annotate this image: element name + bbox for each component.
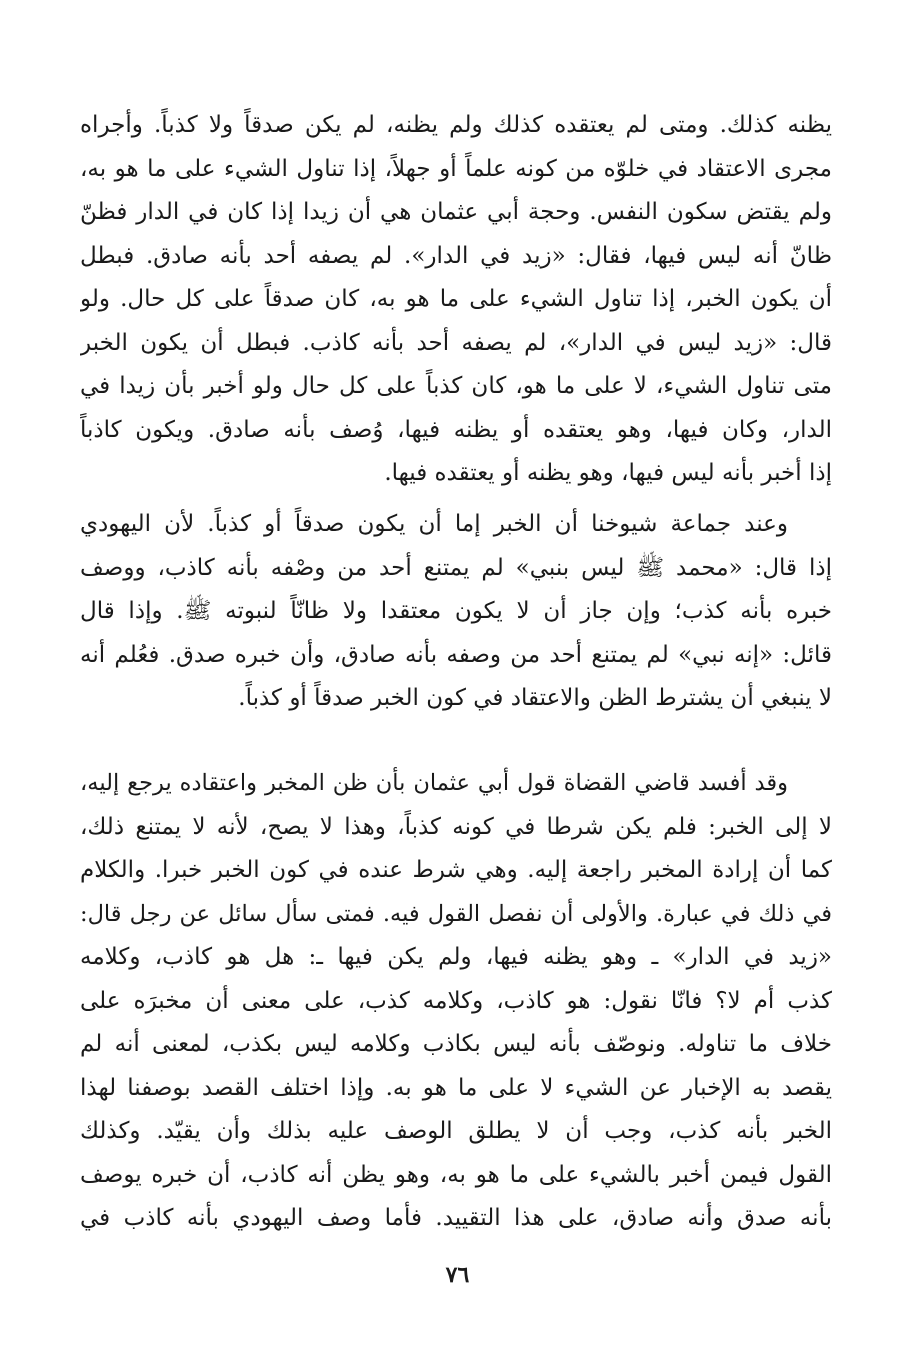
text-line: قال: «زيد ليس في الدار»، لم يصفه أحد بأنه كاذب. فبطل أن يكون الخبر xyxy=(80,329,832,356)
text-line: ظانّ أنه ليس فيها، فقال: «زيد في الدار». لم يصفه أحد بأنه صادق. فبطل xyxy=(80,242,832,269)
text-line: ولم يقتض سكون النفس. وحجة أبي عثمان هي أن زيدا إذا كان في الدار فظنّ xyxy=(80,199,832,225)
page-number: ٧٦ xyxy=(445,1262,470,1288)
text-line: بأنه صدق وأنه صادق، على هذا التقييد. فأما وصف اليهودي بأنه كاذب في xyxy=(80,1205,832,1231)
text-line: يقصد به الإخبار عن الشيء لا على ما هو به. وإذا اختلف القصد بوصفنا لهذا xyxy=(80,1074,832,1101)
text-line: وعند جماعة شيوخنا أن الخبر إما أن يكون صدقاً أو كذباً. لأن اليهودي xyxy=(80,511,788,537)
text-line: «زيد في الدار» ـ وهو يظنه فيها، ولم يكن فيها ـ: هل هو كاذب، وكلامه xyxy=(80,944,832,970)
text-line: لا ينبغي أن يشترط الظن والاعتقاد في كون الخبر صدقاً أو كذباً. xyxy=(238,685,832,711)
text-line: إذا أخبر بأنه ليس فيها، وهو يظنه أو يعتقده فيها. xyxy=(384,460,832,486)
text-line: إذا قال: «محمد ﷺ ليس بنبي» لم يمتنع أحد من وصْفه بأنه كاذب، ووصف xyxy=(80,554,832,581)
text-line: أن يكون الخبر، إذا تناول الشيء على ما هو به، كان صدقاً على كل حال. ولو xyxy=(80,286,832,312)
text-line: في ذلك في عبارة. والأولى أن نفصل القول فيه. فمتى سأل سائل عن رجل قال: xyxy=(80,900,832,927)
text-line: خبره بأنه كذب؛ وإن جاز أن لا يكون معتقدا ولا ظانّاً لنبوته ﷺ. وإذا قال xyxy=(80,598,832,624)
text-line: كما أن إرادة المخبر راجعة إليه. وهي شرط عنده في كون الخبر خبرا. والكلام xyxy=(80,857,832,883)
text-line: قائل: «إنه نبي» لم يمتنع أحد من وصفه بأنه صادق، وأن خبره صدق. فعُلم أنه xyxy=(80,641,832,668)
text-line: لا إلى الخبر: فلم يكن شرطا في كونه كذباً، وهذا لا يصح، لأنه لا يمتنع ذلك، xyxy=(80,813,832,840)
paragraph-1 xyxy=(80,104,832,496)
text-line: مجرى الاعتقاد في خلوّه من كونه علماً أو جهلاً، إذا تناول الشيء على ما هو به، xyxy=(80,155,832,182)
paragraph-3 xyxy=(80,762,832,1241)
text-line: متى تناول الشيء، لا على ما هو، كان كذباً على كل حال ولو أخبر بأن زيدا في xyxy=(80,373,832,399)
text-line: خلاف ما تناوله. ونوصّف بأنه ليس بكاذب وكلامه ليس بكذب، لمعنى أنه لم xyxy=(80,1031,832,1057)
paragraph-2 xyxy=(80,503,832,721)
text-line: القول فيمن أخبر بالشيء على ما هو به، وهو يظن أنه كاذب، أن خبره يوصف xyxy=(80,1161,832,1188)
text-line: الدار، وكان فيها، وهو يعتقده أو يظنه فيها، وُصف بأنه صادق. ويكون كاذباً xyxy=(80,416,832,443)
text-line: يظنه كذلك. ومتى لم يعتقده كذلك ولم يظنه، لم يكن صدقاً ولا كذباً. وأجراه xyxy=(80,112,832,138)
text-line: الخبر بأنه كذب، وجب أن لا يطلق الوصف عليه بذلك وأن يقيّد. وكذلك xyxy=(80,1118,832,1144)
text-line: وقد أفسد قاضي القضاة قول أبي عثمان بأن ظن المخبر واعتقاده يرجع إليه، xyxy=(80,770,788,796)
text-line: كذب أم لا؟ فانّا نقول: هو كاذب، وكلامه كذب، على معنى أن مخبرَه على xyxy=(80,987,832,1014)
